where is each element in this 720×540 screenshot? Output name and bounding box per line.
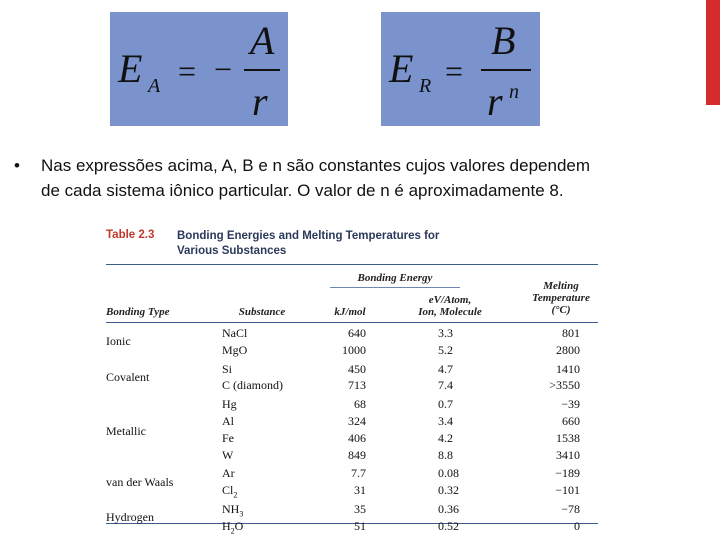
header-melt-line-1: Melting [543,280,579,292]
bonding-type-label: van der Waals [106,474,174,489]
kj-mol-cell: 68 [354,397,366,412]
eq-a-subscript: A [148,75,161,97]
header-ev-line-2: Ion, Molecule [418,306,482,318]
table-caption [177,229,497,259]
group-header-bonding-energy: Bonding Energy [357,272,433,284]
substance-cell: $H_2O$ [222,518,244,536]
header-ev-line-1: eV/Atom, [428,294,472,306]
ev-cell: 0.52 [438,518,459,533]
ev-cell: 5.2 [438,342,453,357]
table-top-rule [106,264,598,265]
eq-r-numerator: B [491,18,516,63]
kj-mol-cell: 35 [354,502,366,516]
ev-cell: 0.08 [438,466,459,481]
melting-temp-cell: >3550 [549,378,580,393]
kj-mol-cell: 640 [348,326,366,340]
kj-mol-cell: 1000 [342,342,366,357]
bonding-type-label: Covalent [106,370,150,384]
header-melting-temp [520,280,602,316]
accent-bar [706,0,720,105]
substance-cell: $NH_3$ [222,502,244,519]
substance-subscript: 3 [239,509,244,519]
ev-cell: 7.4 [438,378,453,393]
bonding-type-label: Metallic [106,424,146,439]
eq-r-equals: = [445,53,464,89]
melting-temp-cell: 1538 [556,430,580,445]
bullet-line-1: Nas expressões acima, A, B e n são constantes cujos valores dependem [41,156,591,175]
eq-r-exponent: n [509,81,519,103]
bullet-line-2: de cada sistema iônico particular. O valor de n é aproximadamente 8. [41,181,564,200]
melting-temp-cell: 3410 [556,447,580,462]
substance-cell: MgO [222,342,248,357]
eq-a-denominator: r [252,79,268,124]
substance-cell: C (diamond) [222,378,283,393]
kj-mol-cell: 450 [348,361,366,376]
substance-cell: $Cl_2$ [222,483,238,500]
ev-cell: 0.36 [438,502,459,516]
substance-cell: NaCl [222,326,248,340]
table-caption-line-1: Bonding Energies and Melting Temperatures for [177,230,440,242]
substance-cell: W [222,447,234,462]
melting-temp-cell: −39 [561,397,580,412]
group-header-rule [330,287,460,288]
ev-cell: 3.3 [438,326,453,340]
melting-temp-cell: 660 [562,414,580,428]
bonding-type-label: Hydrogen [106,510,154,525]
header-melt-line-2: Temperature [532,292,590,304]
ev-cell: 4.7 [438,361,453,376]
ev-cell: 3.4 [438,414,453,428]
eq-r-denominator: r [487,79,503,124]
melting-temp-cell: 2800 [556,342,580,357]
ev-cell: 0.7 [438,397,453,412]
repulsive-energy-equation [381,12,540,126]
substance-subscript: 2 [230,526,235,536]
kj-mol-cell: 31 [354,483,366,498]
eq-a-equals: = [178,53,197,89]
bullet-paragraph [14,153,704,203]
bullet-dot: • [14,156,20,175]
kj-mol-cell: 849 [348,447,366,462]
header-melt-line-3: (°C) [551,304,571,316]
melting-temp-cell: 801 [562,326,580,340]
attractive-energy-equation [110,12,288,126]
substance-cell: Ar [222,466,235,481]
eq-r-symbol: E [389,46,414,91]
ev-cell: 0.32 [438,483,459,498]
melting-temp-cell: −78 [561,502,580,516]
substance-cell: Al [222,414,234,428]
substance-subscript: 2 [233,490,238,500]
kj-mol-cell: 7.7 [351,466,366,481]
table-header-rule [106,322,598,323]
melting-temp-cell: −101 [555,483,580,498]
kj-mol-cell: 406 [348,430,366,445]
kj-mol-cell: 713 [348,378,366,393]
header-kj-mol: kJ/mol [334,306,366,318]
kj-mol-cell: 51 [354,518,366,533]
header-bonding-type: Bonding Type [106,306,170,318]
header-ev [400,294,500,318]
eq-a-symbol: E [118,46,143,91]
eq-r-subscript: R [419,75,432,97]
table-caption-line-2: Various Substances [177,245,287,257]
table-number: Table 2.3 [106,229,155,241]
header-substance: Substance [238,306,286,318]
substance-cell: Si [222,361,233,376]
melting-temp-cell: 1410 [556,361,580,376]
bonding-type-label: Ionic [106,334,131,349]
substance-cell: Fe [222,430,234,445]
ev-cell: 4.2 [438,430,453,445]
kj-mol-cell: 324 [348,414,366,428]
ev-cell: 8.8 [438,447,453,462]
melting-temp-cell: −189 [555,466,580,481]
melting-temp-cell: 0 [574,518,580,533]
eq-a-minus: − [214,51,233,87]
eq-a-numerator: A [250,18,275,63]
substance-cell: Hg [222,397,237,412]
